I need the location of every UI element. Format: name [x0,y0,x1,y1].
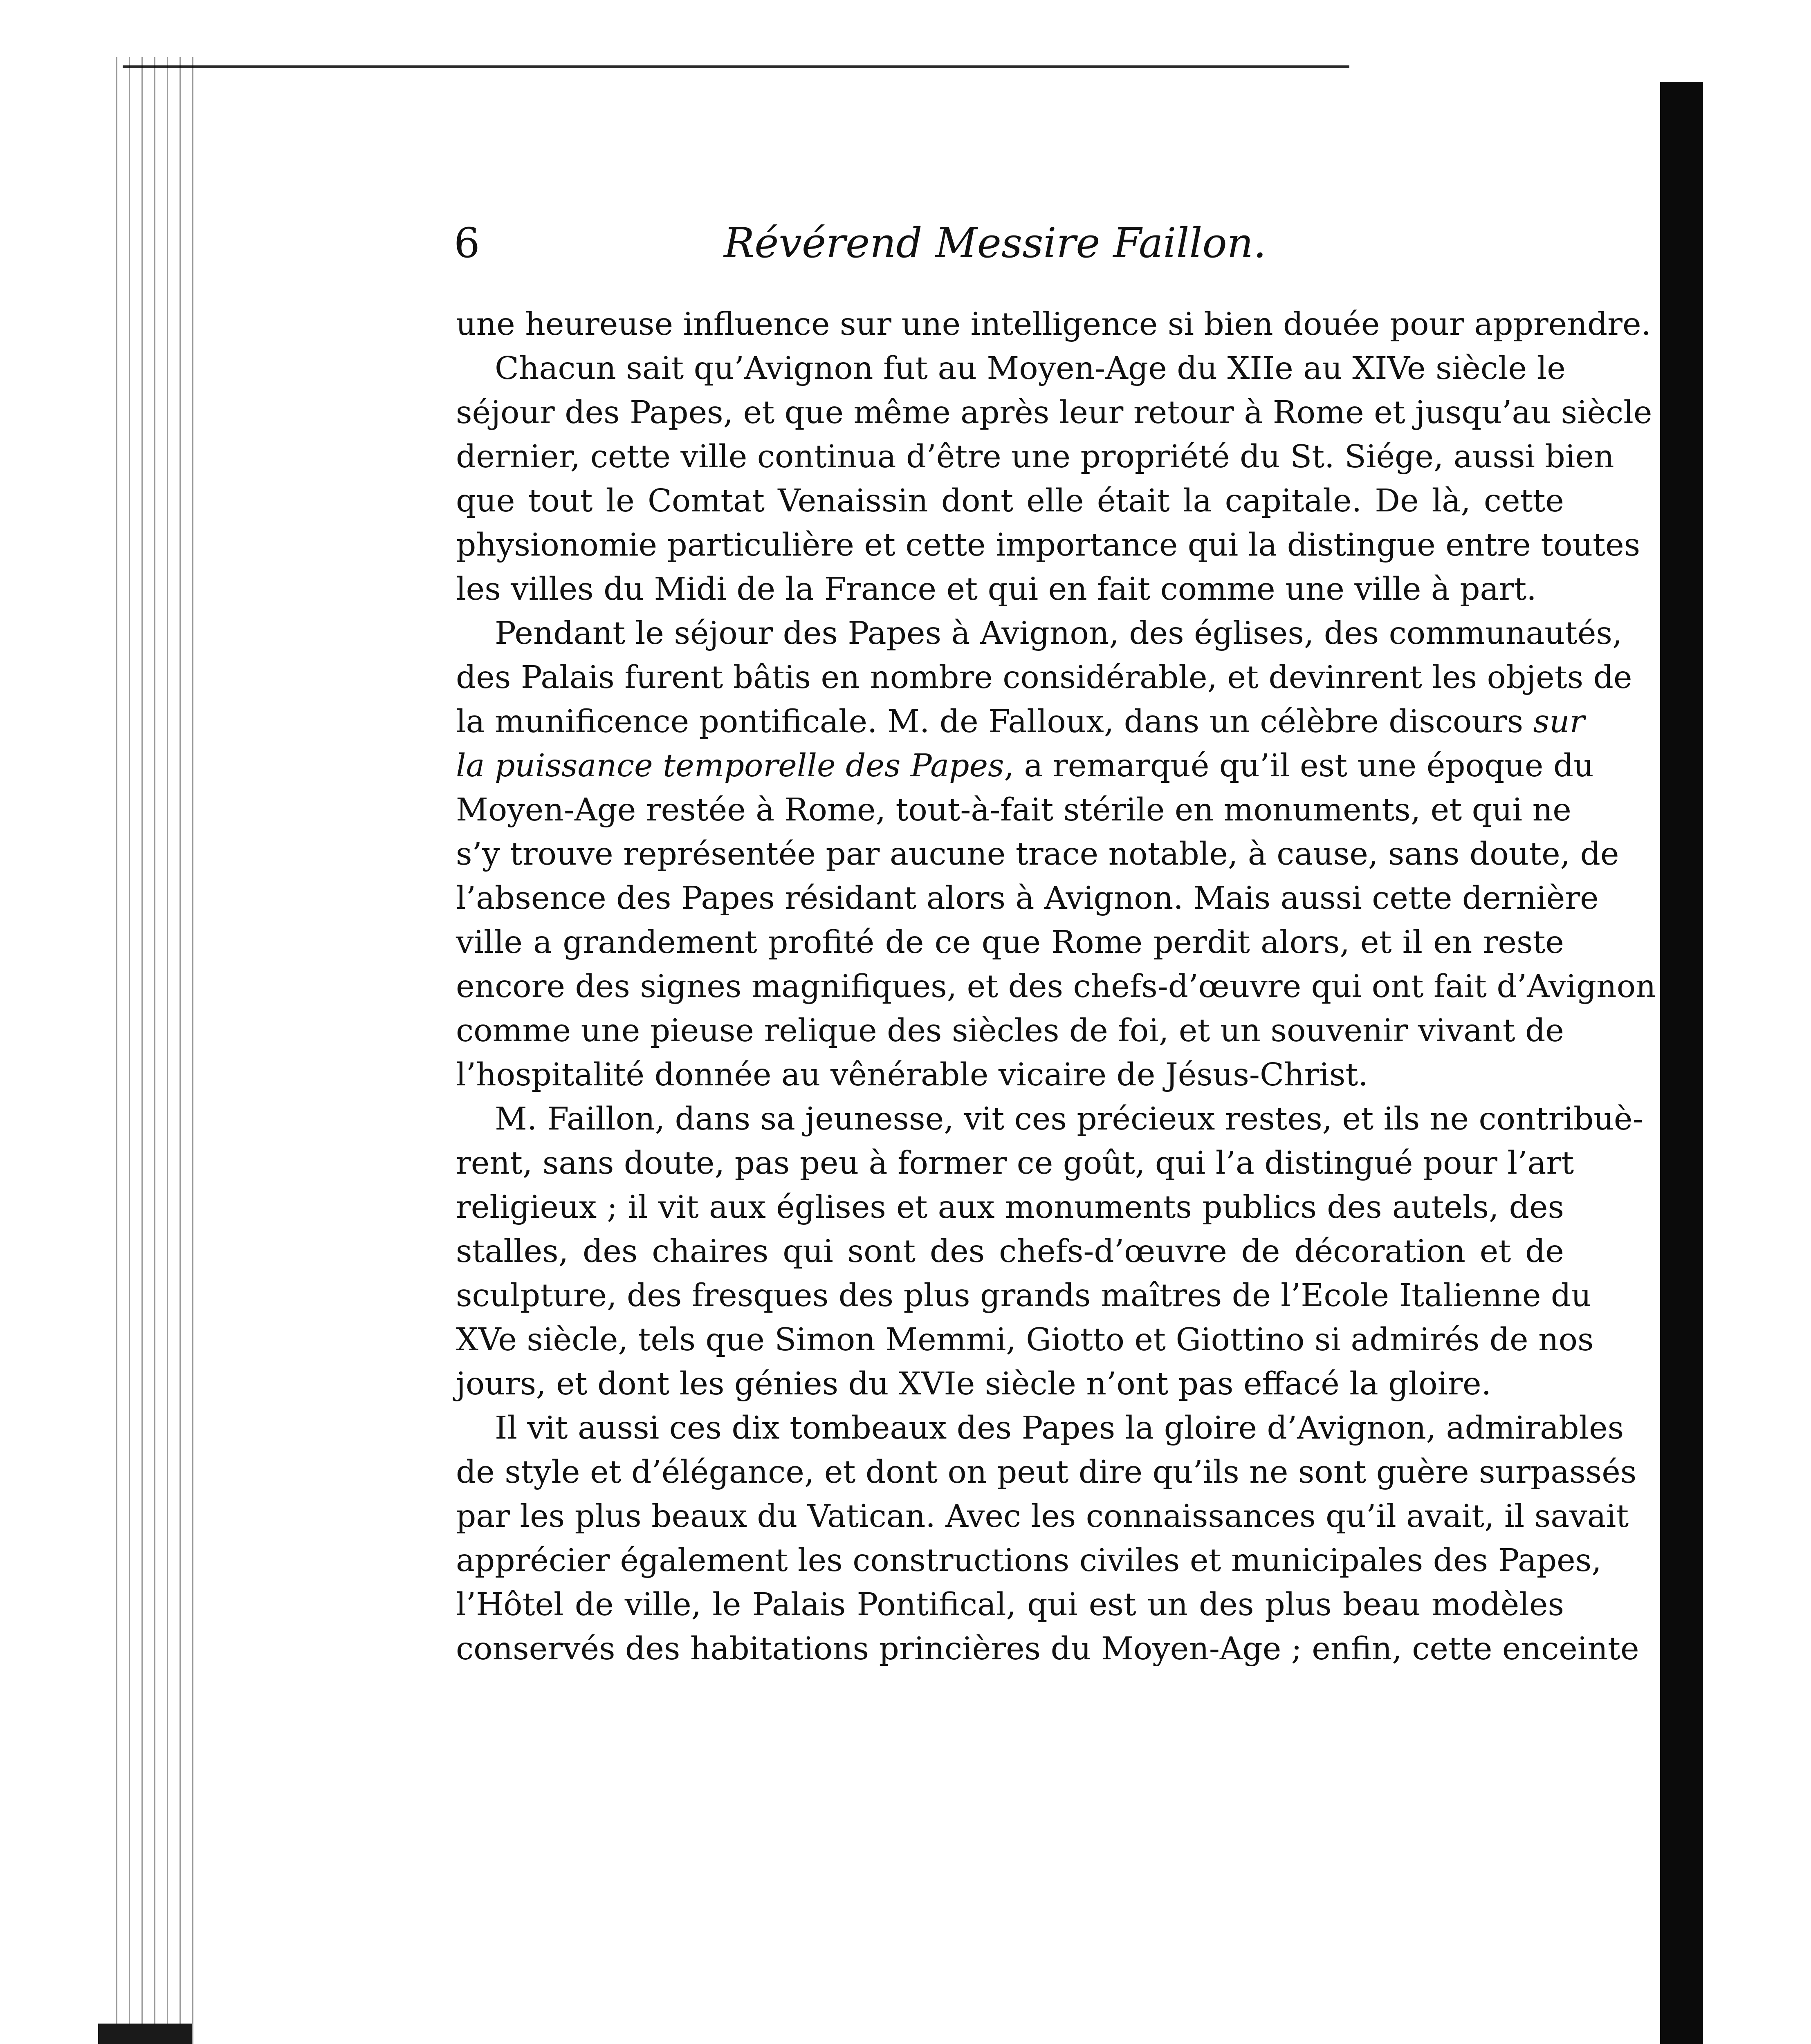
text-line: la munificence pontificale. M. de Falloux, dans un célèbre discours sur [456,704,1585,740]
text-line: l’Hôtel de ville, le Palais Pontifical, qui est un des plus beau modèles [456,1587,1564,1623]
text-line: sculpture, des fresques des plus grands maîtres de l’Ecole Italienne du [456,1278,1591,1314]
text-line: dernier, cette ville continua d’être une propriété du St. Siége, aussi bien [456,439,1614,475]
running-title: Révérend Messire Faillon. [724,219,1266,267]
text-line: par les plus beaux du Vatican. Avec les connaissances qu’il avait, il savait [456,1498,1629,1535]
text-line: apprécier également les constructions civiles et municipales des Papes, [456,1542,1602,1579]
text-line: jours, et dont les génies du XVIe siècle n’ont pas effacé la gloire. [456,1366,1492,1402]
text-line: encore des signes magnifiques, et des chefs-d’œuvre qui ont fait d’Avignon [456,968,1656,1005]
text-line: la puissance temporelle des Papes, a remarqué qu’il est une époque du [456,748,1594,784]
text-line: l’absence des Papes résidant alors à Avignon. Mais aussi cette dernière [456,880,1599,917]
text-line: XVe siècle, tels que Simon Memmi, Giotto et Giottino si admirés de nos [456,1322,1594,1358]
text-line: physionomie particulière et cette importance qui la distingue entre toutes [456,527,1640,563]
body-text [456,303,1656,1671]
text-line: Pendant le séjour des Papes à Avignon, des églises, des communautés, [495,615,1622,652]
text-line: conservés des habitations princières du Moyen-Age ; enfin, cette enceinte [456,1631,1639,1667]
text-line: des Palais furent bâtis en nombre considérable, et devinrent les objets de [456,659,1632,696]
text-line: s’y trouve représentée par aucune trace notable, à cause, sans doute, de [456,836,1619,872]
text-line: Il vit aussi ces dix tombeaux des Papes la gloire d’Avignon, admirables [495,1410,1624,1446]
text-line: religieux ; il vit aux églises et aux monuments publics des autels, des [456,1189,1564,1226]
text-line: de style et d’élégance, et dont on peut dire qu’ils ne sont guère surpassés [456,1454,1637,1490]
text-line: que tout le Comtat Venaissin dont elle était la capitale. De là, cette [456,483,1564,519]
text-line: une heureuse influence sur une intelligence si bien douée pour apprendre. [456,306,1651,343]
text-line: stalles, des chaires qui sont des chefs-d’œuvre de décoration et de [456,1233,1564,1270]
text-line: l’hospitalité donnée au vênérable vicaire de Jésus-Christ. [456,1057,1368,1093]
page-number: 6 [454,219,480,267]
scan-binding-edge [110,57,204,2044]
scan-top-rule [123,65,1349,68]
text-line: les villes du Midi de la France et qui en fait comme une ville à part. [456,571,1537,607]
text-line: rent, sans doute, pas peu à former ce goût, qui l’a distingué pour l’art [456,1145,1574,1181]
text-line: Chacun sait qu’Avignon fut au Moyen-Age du XIIe au XIVe siècle le [495,350,1566,387]
text-line: ville a grandement profité de ce que Rome perdit alors, et il en reste [456,924,1564,961]
scan-binding-corner [98,2024,192,2044]
scan-right-edge [1660,82,1703,2044]
text-line: comme une pieuse relique des siècles de foi, et un souvenir vivant de [456,1013,1564,1049]
text-line: M. Faillon, dans sa jeunesse, vit ces précieux restes, et ils ne contribuè- [495,1101,1643,1137]
text-line: Moyen-Age restée à Rome, tout-à-fait stérile en monuments, et qui ne [456,792,1571,828]
text-line: séjour des Papes, et que même après leur retour à Rome et jusqu’au siècle [456,394,1652,431]
